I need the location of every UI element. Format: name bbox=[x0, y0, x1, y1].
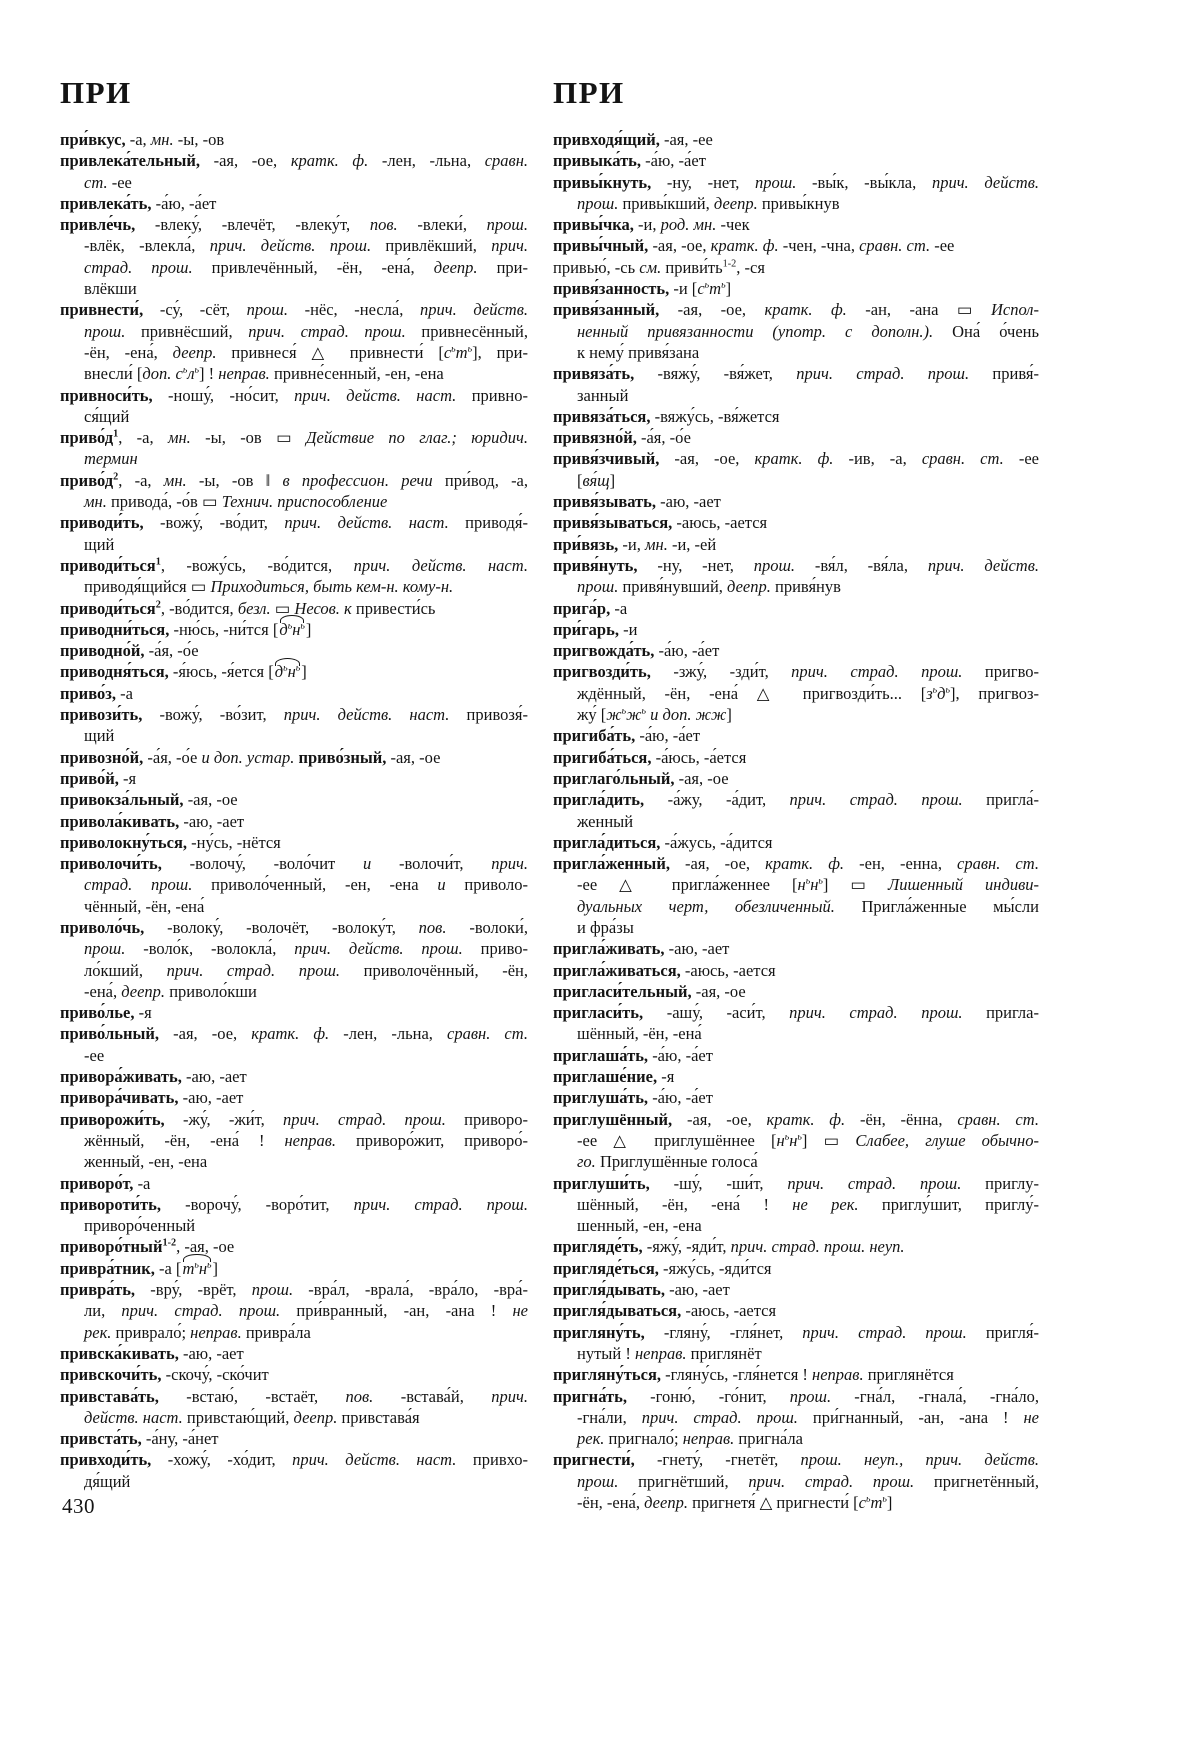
dictionary-entry bbox=[553, 853, 1039, 938]
entry-line: приглаша́ть, -а́ю, -а́ет bbox=[553, 1045, 713, 1065]
entry-line: привяза́ться, -вяжу́сь, -вя́жется bbox=[553, 406, 780, 426]
dictionary-entry bbox=[60, 811, 528, 832]
dictionary-entry bbox=[553, 1258, 1039, 1279]
arc-transcription: $д^ьн^ь$ bbox=[279, 619, 305, 639]
dictionary-entry bbox=[60, 1428, 528, 1449]
dictionary-entry bbox=[553, 960, 1039, 981]
entry-line: приводня́ться, -я́юсь, -я́ется $[д^ьн^ь]$ bbox=[60, 662, 307, 682]
entry-line: -ён, -ена́, деепр. привнеся́ △ привнести́ $[с^ьт^ь]$, при- bbox=[84, 342, 528, 362]
entry-line: привлека́тельный, -ая, -ое, кратк. ф. -лен, -льна, сравн. bbox=[60, 151, 528, 171]
entry-line: пригляде́ть, -яжу́, -яди́т, прич. страд. прош. неуп. bbox=[553, 1237, 905, 1257]
entry-line: привя́занность, -и $[с^ьт^ь]$ bbox=[553, 279, 732, 299]
entry-line: привы́чный, -ая, -ое, кратк. ф. -чен, -чна, сравн. ст. -ее bbox=[553, 236, 955, 256]
entry-line: приво́лье, -я bbox=[60, 1003, 152, 1023]
entry-line: прош. -воло́к, -волокла́, прич. действ. прош. приво- bbox=[84, 939, 528, 959]
column-header-left: ПРИ bbox=[60, 75, 132, 110]
entry-line: приводи́ть, -вожу́, -во́дит, прич. действ. наст. приводя́- bbox=[60, 513, 529, 533]
dictionary-entry bbox=[553, 598, 1039, 619]
entry-line: приво́й, -я bbox=[60, 768, 137, 788]
dictionary-entry bbox=[553, 768, 1039, 789]
dictionary-entry bbox=[553, 832, 1039, 853]
dictionary-entry bbox=[60, 1023, 528, 1066]
entry-line: привноси́ть, -ношу́, -но́сит, прич. действ. наст. привно- bbox=[60, 385, 528, 405]
arc-transcription: $т^ьн^ь$ bbox=[182, 1258, 212, 1278]
entry-line: -ена́, деепр. приволо́кши bbox=[84, 981, 257, 1001]
right-column bbox=[553, 76, 1039, 1513]
entry-line: привы́чка, -и, род. мн. -чек bbox=[553, 215, 750, 235]
entry-line: привходя́щий, -ая, -ее bbox=[553, 130, 713, 149]
dictionary-entry bbox=[60, 661, 528, 682]
entry-line: приглуша́ть, -а́ю, -а́ет bbox=[553, 1088, 713, 1108]
dictionary-entry bbox=[553, 491, 1039, 512]
entry-line: рек. приврало́; неправ. привра́ла bbox=[84, 1322, 311, 1342]
left-column-entries bbox=[60, 129, 528, 1492]
dictionary-entry bbox=[60, 470, 528, 513]
entry-line: пригла́живаться, -аюсь, -ается bbox=[553, 960, 776, 980]
dictionary-entry bbox=[60, 1087, 528, 1108]
entry-line: привязно́й, -а́я, -о́е bbox=[553, 428, 691, 448]
entry-line: приглаше́ние, -я bbox=[553, 1067, 675, 1087]
entry-line: при́гарь, -и bbox=[553, 619, 638, 639]
dictionary-entry bbox=[553, 1279, 1039, 1300]
entry-line: привя́зываться, -аюсь, -ается bbox=[553, 513, 768, 533]
entry-line: привокза́льный, -ая, -ое bbox=[60, 790, 238, 810]
dictionary-entry bbox=[60, 832, 528, 853]
entry-line: $приво́д^2$, -а, мн. -ы, -ов ‖ в профессион. речи при́вод, -а, bbox=[60, 470, 529, 490]
arc-transcription: $д^ьн^ь$ bbox=[274, 662, 301, 682]
entry-line: термин bbox=[84, 449, 138, 469]
entry-line: пригляну́ться, -гляну́сь, -гля́нется ! неправ. приглянётся bbox=[553, 1365, 954, 1385]
entry-line: [вя́щ] bbox=[577, 470, 616, 490]
entry-line: женный, -ен, -ена bbox=[84, 1152, 208, 1172]
dictionary-entry bbox=[60, 1258, 528, 1279]
entry-line: прош. привя́нувший, деепр. привя́нув bbox=[577, 577, 841, 597]
entry-line: ст. -ее bbox=[84, 172, 132, 192]
dictionary-entry bbox=[553, 1002, 1039, 1045]
entry-line: влёкши bbox=[84, 279, 137, 299]
dictionary-entry bbox=[60, 193, 528, 214]
entry-line: внесли́ [доп. $с^ьл^ь$] ! неправ. привне́сенный, -ен, -ена bbox=[84, 364, 444, 384]
entry-line: пригляну́ть, -гляну́, -гля́нет, прич. страд. прош. пригля́- bbox=[553, 1322, 1039, 1342]
entry-line: приводя́щийся ▭ Приходиться, быть кем-н. кому-н. bbox=[84, 577, 454, 597]
dictionary-entry bbox=[553, 1066, 1039, 1087]
dictionary-entry bbox=[553, 257, 1039, 278]
entry-line: пригла́женный, -ая, -ое, кратк. ф. -ен, -енна, сравн. ст. bbox=[553, 854, 1039, 874]
dictionary-entry bbox=[553, 427, 1039, 448]
dictionary-entry bbox=[60, 1002, 528, 1023]
entry-line: -ее △ пригла́женнее $[н^ьн^ь]$ ▭ Лишенный индиви- bbox=[577, 875, 1039, 895]
dictionary-entry bbox=[553, 448, 1039, 491]
dictionary-entry bbox=[553, 1045, 1039, 1066]
dictionary-entry bbox=[553, 214, 1039, 235]
entry-line: -ее △ приглушённее $[н^ьн^ь]$ ▭ Слабее, глуше обычно- bbox=[577, 1130, 1039, 1150]
entry-line: привходи́ть, -хожу́, -хо́дит, прич. действ. наст. привхо- bbox=[60, 1450, 528, 1470]
dictionary-entry bbox=[60, 512, 528, 555]
entry-line: приводно́й, -а́я, -о́е bbox=[60, 641, 199, 661]
dictionary-entry bbox=[60, 1343, 528, 1364]
entry-line: приво́з, -а bbox=[60, 683, 133, 703]
dictionary-entry bbox=[553, 619, 1039, 640]
entry-line: привозно́й, -а́я, -о́е и доп. устар. приво́зный, -ая, -ое bbox=[60, 747, 441, 767]
dictionary-entry bbox=[60, 299, 528, 384]
entry-line: пригвожда́ть, -а́ю, -а́ет bbox=[553, 641, 720, 661]
entry-line: при́вкус, -а, мн. -ы, -ов bbox=[60, 130, 225, 149]
dictionary-entry bbox=[60, 1386, 528, 1429]
left-column bbox=[60, 76, 528, 1492]
dictionary-entry bbox=[553, 1386, 1039, 1450]
entry-line: привяза́ть, -вяжу́, -вя́жет, прич. страд. прош. привя́- bbox=[553, 364, 1039, 384]
entry-line: привыка́ть, -а́ю, -а́ет bbox=[553, 151, 706, 171]
entry-line: приворожи́ть, -жу́, -жи́т, прич. страд. прош. приворо- bbox=[60, 1109, 528, 1129]
entry-line: ся́щий bbox=[84, 406, 130, 426]
entry-line: привя́зывать, -аю, -ает bbox=[553, 492, 721, 512]
dictionary-entry bbox=[60, 214, 528, 299]
entry-line: привра́ть, -вру́, -врёт, прош. -вра́л, -врала́, -вра́ло, -вра́- bbox=[60, 1280, 528, 1300]
entry-line: привлека́ть, -а́ю, -а́ет bbox=[60, 193, 217, 213]
dictionary-entry bbox=[60, 768, 528, 789]
entry-line: пригла́дить, -а́жу, -а́дит, прич. страд. прош. пригла́- bbox=[553, 790, 1039, 810]
entry-line: пригласи́ть, -ашу́, -аси́т, прич. страд. прош. пригла- bbox=[553, 1003, 1039, 1023]
dictionary-entry bbox=[553, 1173, 1039, 1237]
entry-line: -ён, -ена́, деепр. пригнетя́ △ пригнести́ $[с^ьт^ь]$ bbox=[577, 1493, 893, 1512]
dictionary-entry bbox=[553, 1300, 1039, 1321]
entry-line: привы́кнуть, -ну, -нет, прош. -вы́к, -вы́кла, прич. действ. bbox=[553, 172, 1039, 192]
entry-line: приворо́т, -а bbox=[60, 1173, 151, 1193]
dictionary-entry bbox=[553, 172, 1039, 215]
entry-line: нутый ! неправ. приглянёт bbox=[577, 1343, 762, 1363]
entry-line: привора́чивать, -аю, -ает bbox=[60, 1088, 244, 1108]
entry-line: прош. привы́кший, деепр. привы́кнув bbox=[577, 193, 840, 213]
dictionary-entry bbox=[553, 938, 1039, 959]
dictionary-entry bbox=[60, 789, 528, 810]
entry-line: пригла́живать, -аю, -ает bbox=[553, 939, 730, 959]
entry-line: прош. пригнётший, прич. страд. прош. пригнетённый, bbox=[577, 1471, 1039, 1491]
entry-line: привола́кивать, -аю, -ает bbox=[60, 811, 245, 831]
entry-line: приводи́ться$^1$, -вожу́сь, -во́дится, прич. действ. наст. bbox=[60, 555, 528, 575]
entry-line: прош. привнёсший, прич. страд. прош. привнесённый, bbox=[84, 321, 528, 341]
dictionary-entry bbox=[60, 1173, 528, 1194]
entry-line: -ее bbox=[84, 1045, 105, 1065]
dictionary-entry bbox=[60, 129, 528, 150]
dictionary-entry bbox=[60, 747, 528, 768]
dictionary-entry bbox=[60, 1449, 528, 1492]
entry-line: прига́р, -а bbox=[553, 598, 628, 618]
entry-line: приводни́ться, -ню́сь, -ни́тся $[д^ьн^ь]$ bbox=[60, 619, 312, 639]
entry-line: пригляде́ться, -яжу́сь, -яди́тся bbox=[553, 1258, 772, 1278]
dictionary-entry bbox=[60, 1236, 528, 1257]
entry-line: пригля́дываться, -аюсь, -ается bbox=[553, 1301, 777, 1321]
dictionary-entry bbox=[553, 725, 1039, 746]
entry-line: пригласи́тельный, -ая, -ое bbox=[553, 981, 746, 1001]
entry-line: привя́нуть, -ну, -нет, прош. -вя́л, -вя́ла, прич. действ. bbox=[553, 555, 1040, 575]
dictionary-entry bbox=[60, 555, 528, 598]
entry-line: привя́занный, -ая, -ое, кратк. ф. -ан, -ана ▭ Испол- bbox=[553, 300, 1039, 320]
entry-line: приглаго́льный, -ая, -ое bbox=[553, 768, 729, 788]
dictionary-entry bbox=[553, 1087, 1039, 1108]
entry-line: шённый, -ён, -ена́ ! не рек. приглу́шит, приглу́- bbox=[577, 1194, 1039, 1214]
entry-line: чённый, -ён, -ена́ bbox=[84, 896, 205, 916]
dictionary-entry bbox=[60, 1194, 528, 1237]
entry-line: привью́, -сь см. $приви́ть^{1-2}$, -ся bbox=[553, 257, 765, 277]
entry-line: ли, прич. страд. прош. при́вранный, -ан, -ана ! не bbox=[84, 1301, 528, 1321]
entry-line: привози́ть, -вожу́, -во́зит, прич. действ. наст. привозя́- bbox=[60, 705, 528, 725]
dictionary-entry bbox=[553, 1322, 1039, 1365]
dictionary-entry bbox=[60, 1066, 528, 1087]
entry-line: привя́зчивый, -ая, -ое, кратк. ф. -ив, -а, сравн. ст. -ее bbox=[553, 449, 1039, 469]
dictionary-entry bbox=[60, 917, 528, 1002]
entry-line: к нему́ привя́зана bbox=[577, 342, 700, 362]
entry-line: -гна́ли, прич. страд. прош. при́гнанный, -ан, -ана ! не bbox=[577, 1407, 1039, 1427]
entry-line: при́вязь, -и, мн. -и, -ей bbox=[553, 534, 717, 554]
entry-line: привра́тник, -а $[т^ьн^ь]$ bbox=[60, 1258, 219, 1278]
entry-line: приволочи́ть, -волочу́, -воло́чит и -волочи́т, прич. bbox=[60, 854, 528, 874]
dictionary-entry bbox=[553, 640, 1039, 661]
entry-line: приглушённый, -ая, -ое, кратк. ф. -ён, -ённа, сравн. ст. bbox=[553, 1109, 1039, 1129]
entry-line: -влёк, -влекла́, прич. действ. прош. привлёкший, прич. bbox=[84, 236, 528, 256]
dictionary-entry bbox=[60, 619, 528, 640]
entry-line: приволокну́ться, -ну́сь, -нётся bbox=[60, 832, 281, 852]
entry-line: привнести́, -су́, -сёт, прош. -нёс, -несла́, прич. действ. bbox=[60, 300, 528, 320]
right-column-entries bbox=[553, 129, 1039, 1513]
entry-line: приволо́чь, -волоку́, -волочёт, -волоку́т, пов. -волоки́, bbox=[60, 917, 528, 937]
entry-line: страд. прош. приволо́ченный, -ен, -ена и приволо- bbox=[84, 875, 529, 895]
entry-line: шенный, -ен, -ена bbox=[577, 1216, 702, 1236]
dictionary-entry bbox=[553, 661, 1039, 725]
entry-line: привскочи́ть, -скочу́, -ско́чит bbox=[60, 1365, 269, 1385]
page-number: 430 bbox=[62, 1494, 95, 1518]
entry-line: приводи́ться$^2$, -во́дится, безл. ▭ Несов. к привести́сь bbox=[60, 598, 436, 618]
entry-line: приворо́ченный bbox=[84, 1216, 196, 1236]
entry-line: приво́льный, -ая, -ое, кратк. ф. -лен, -льна, сравн. ст. bbox=[60, 1024, 528, 1044]
entry-line: дуальных черт, обезличенный. Пригла́женные мы́сли bbox=[577, 896, 1039, 916]
column-header-right: ПРИ bbox=[553, 75, 625, 110]
entry-line: привска́кивать, -аю, -ает bbox=[60, 1343, 244, 1363]
dictionary-entry bbox=[60, 1279, 528, 1343]
entry-line: мн. привода́, -о́в ▭ Технич. приспособление bbox=[84, 492, 388, 512]
entry-line: ло́кший, прич. страд. прош. приволочённый, -ён, bbox=[84, 960, 528, 980]
entry-line: женный bbox=[577, 811, 634, 831]
dictionary-entry bbox=[553, 278, 1039, 299]
entry-line: пригиба́ться, -а́юсь, -а́ется bbox=[553, 747, 747, 767]
entry-line: привле́чь, -влеку́, -влечёт, -влеку́т, пов. -влеки́, прош. bbox=[60, 215, 528, 235]
dictionary-entry bbox=[60, 385, 528, 428]
entry-line: страд. прош. привлечённый, -ён, -ена́, деепр. при- bbox=[84, 257, 529, 277]
entry-line: ненный привязанности (употр. с дополн.). Она́ о́чень bbox=[577, 321, 1039, 341]
entry-line: и фра́зы bbox=[577, 917, 634, 937]
entry-line: пригла́диться, -а́жусь, -а́дится bbox=[553, 832, 773, 852]
dictionary-entry bbox=[553, 363, 1039, 406]
dictionary-entry bbox=[553, 1364, 1039, 1385]
dictionary-entry bbox=[553, 1109, 1039, 1173]
entry-line: ждённый, -ён, -ена́ △ пригвозди́ть... $[з^ьд^ь]$, пригвоз- bbox=[577, 683, 1039, 703]
entry-line: $приво́д^1$, -а, мн. -ы, -ов ▭ Действие по глаг.; юридич. bbox=[60, 428, 528, 448]
entry-line: пригна́ть, -гоню́, -го́нит, прош. -гна́л, -гнала́, -гна́ло, bbox=[553, 1386, 1039, 1406]
entry-line: привора́живать, -аю, -ает bbox=[60, 1067, 247, 1087]
dictionary-entry bbox=[553, 235, 1039, 256]
dictionary-entry bbox=[60, 427, 528, 470]
entry-line: жённый, -ён, -ена́ ! неправ. приворо́жит, приворо́- bbox=[84, 1130, 528, 1150]
entry-line: пригиба́ть, -а́ю, -а́ет bbox=[553, 726, 701, 746]
dictionary-entry bbox=[553, 1449, 1039, 1513]
dictionary-entry bbox=[553, 555, 1039, 598]
entry-line: рек. пригнало́; неправ. пригна́ла bbox=[577, 1429, 803, 1449]
dictionary-entry bbox=[60, 150, 528, 193]
dictionary-entry bbox=[553, 747, 1039, 768]
dictionary-entry bbox=[553, 406, 1039, 427]
entry-line: шённый, -ён, -ена́ bbox=[577, 1024, 702, 1044]
entry-line: привороти́ть, -ворочу́, -воро́тит, прич. страд. прош. bbox=[60, 1194, 528, 1214]
entry-line: дя́щий bbox=[84, 1471, 131, 1491]
dictionary-entry bbox=[553, 299, 1039, 363]
dictionary-entry bbox=[60, 704, 528, 747]
dictionary-entry bbox=[553, 789, 1039, 832]
entry-line: щий bbox=[84, 534, 115, 554]
entry-line: пригля́дывать, -аю, -ает bbox=[553, 1280, 730, 1300]
dictionary-entry bbox=[60, 1364, 528, 1385]
dictionary-entry bbox=[60, 683, 528, 704]
entry-line: привста́ть, -а́ну, -а́нет bbox=[60, 1429, 219, 1449]
entry-line: пригвозди́ть, -зжу́, -зди́т, прич. страд. прош. пригво- bbox=[553, 662, 1039, 682]
entry-line: приворо́тный$^{1-2}$, -ая, -ое bbox=[60, 1237, 235, 1257]
dictionary-entry bbox=[553, 534, 1039, 555]
dictionary-entry bbox=[553, 981, 1039, 1002]
dictionary-entry bbox=[553, 129, 1039, 150]
dictionary-entry bbox=[553, 1236, 1039, 1257]
entry-line: действ. наст. привстаю́щий, деепр. привстава́я bbox=[84, 1407, 420, 1427]
dictionary-entry bbox=[60, 853, 528, 917]
entry-line: занный bbox=[577, 385, 629, 405]
entry-line: пригнести́, -гнету́, -гнетёт, прош. неуп., прич. действ. bbox=[553, 1450, 1039, 1470]
dictionary-entry bbox=[553, 512, 1039, 533]
entry-line: приглуши́ть, -шу́, -ши́т, прич. страд. прош. приглу- bbox=[553, 1173, 1039, 1193]
dictionary-entry bbox=[553, 150, 1039, 171]
entry-line: го. Приглушённые голоса́ bbox=[577, 1152, 758, 1172]
dictionary-entry bbox=[60, 1109, 528, 1173]
entry-line: щий bbox=[84, 726, 115, 746]
entry-line: жу́ [$ж^ьж^ь$ и доп. жж] bbox=[577, 705, 732, 725]
entry-line: привстава́ть, -встаю́, -встаёт, пов. -встава́й, прич. bbox=[60, 1386, 528, 1406]
